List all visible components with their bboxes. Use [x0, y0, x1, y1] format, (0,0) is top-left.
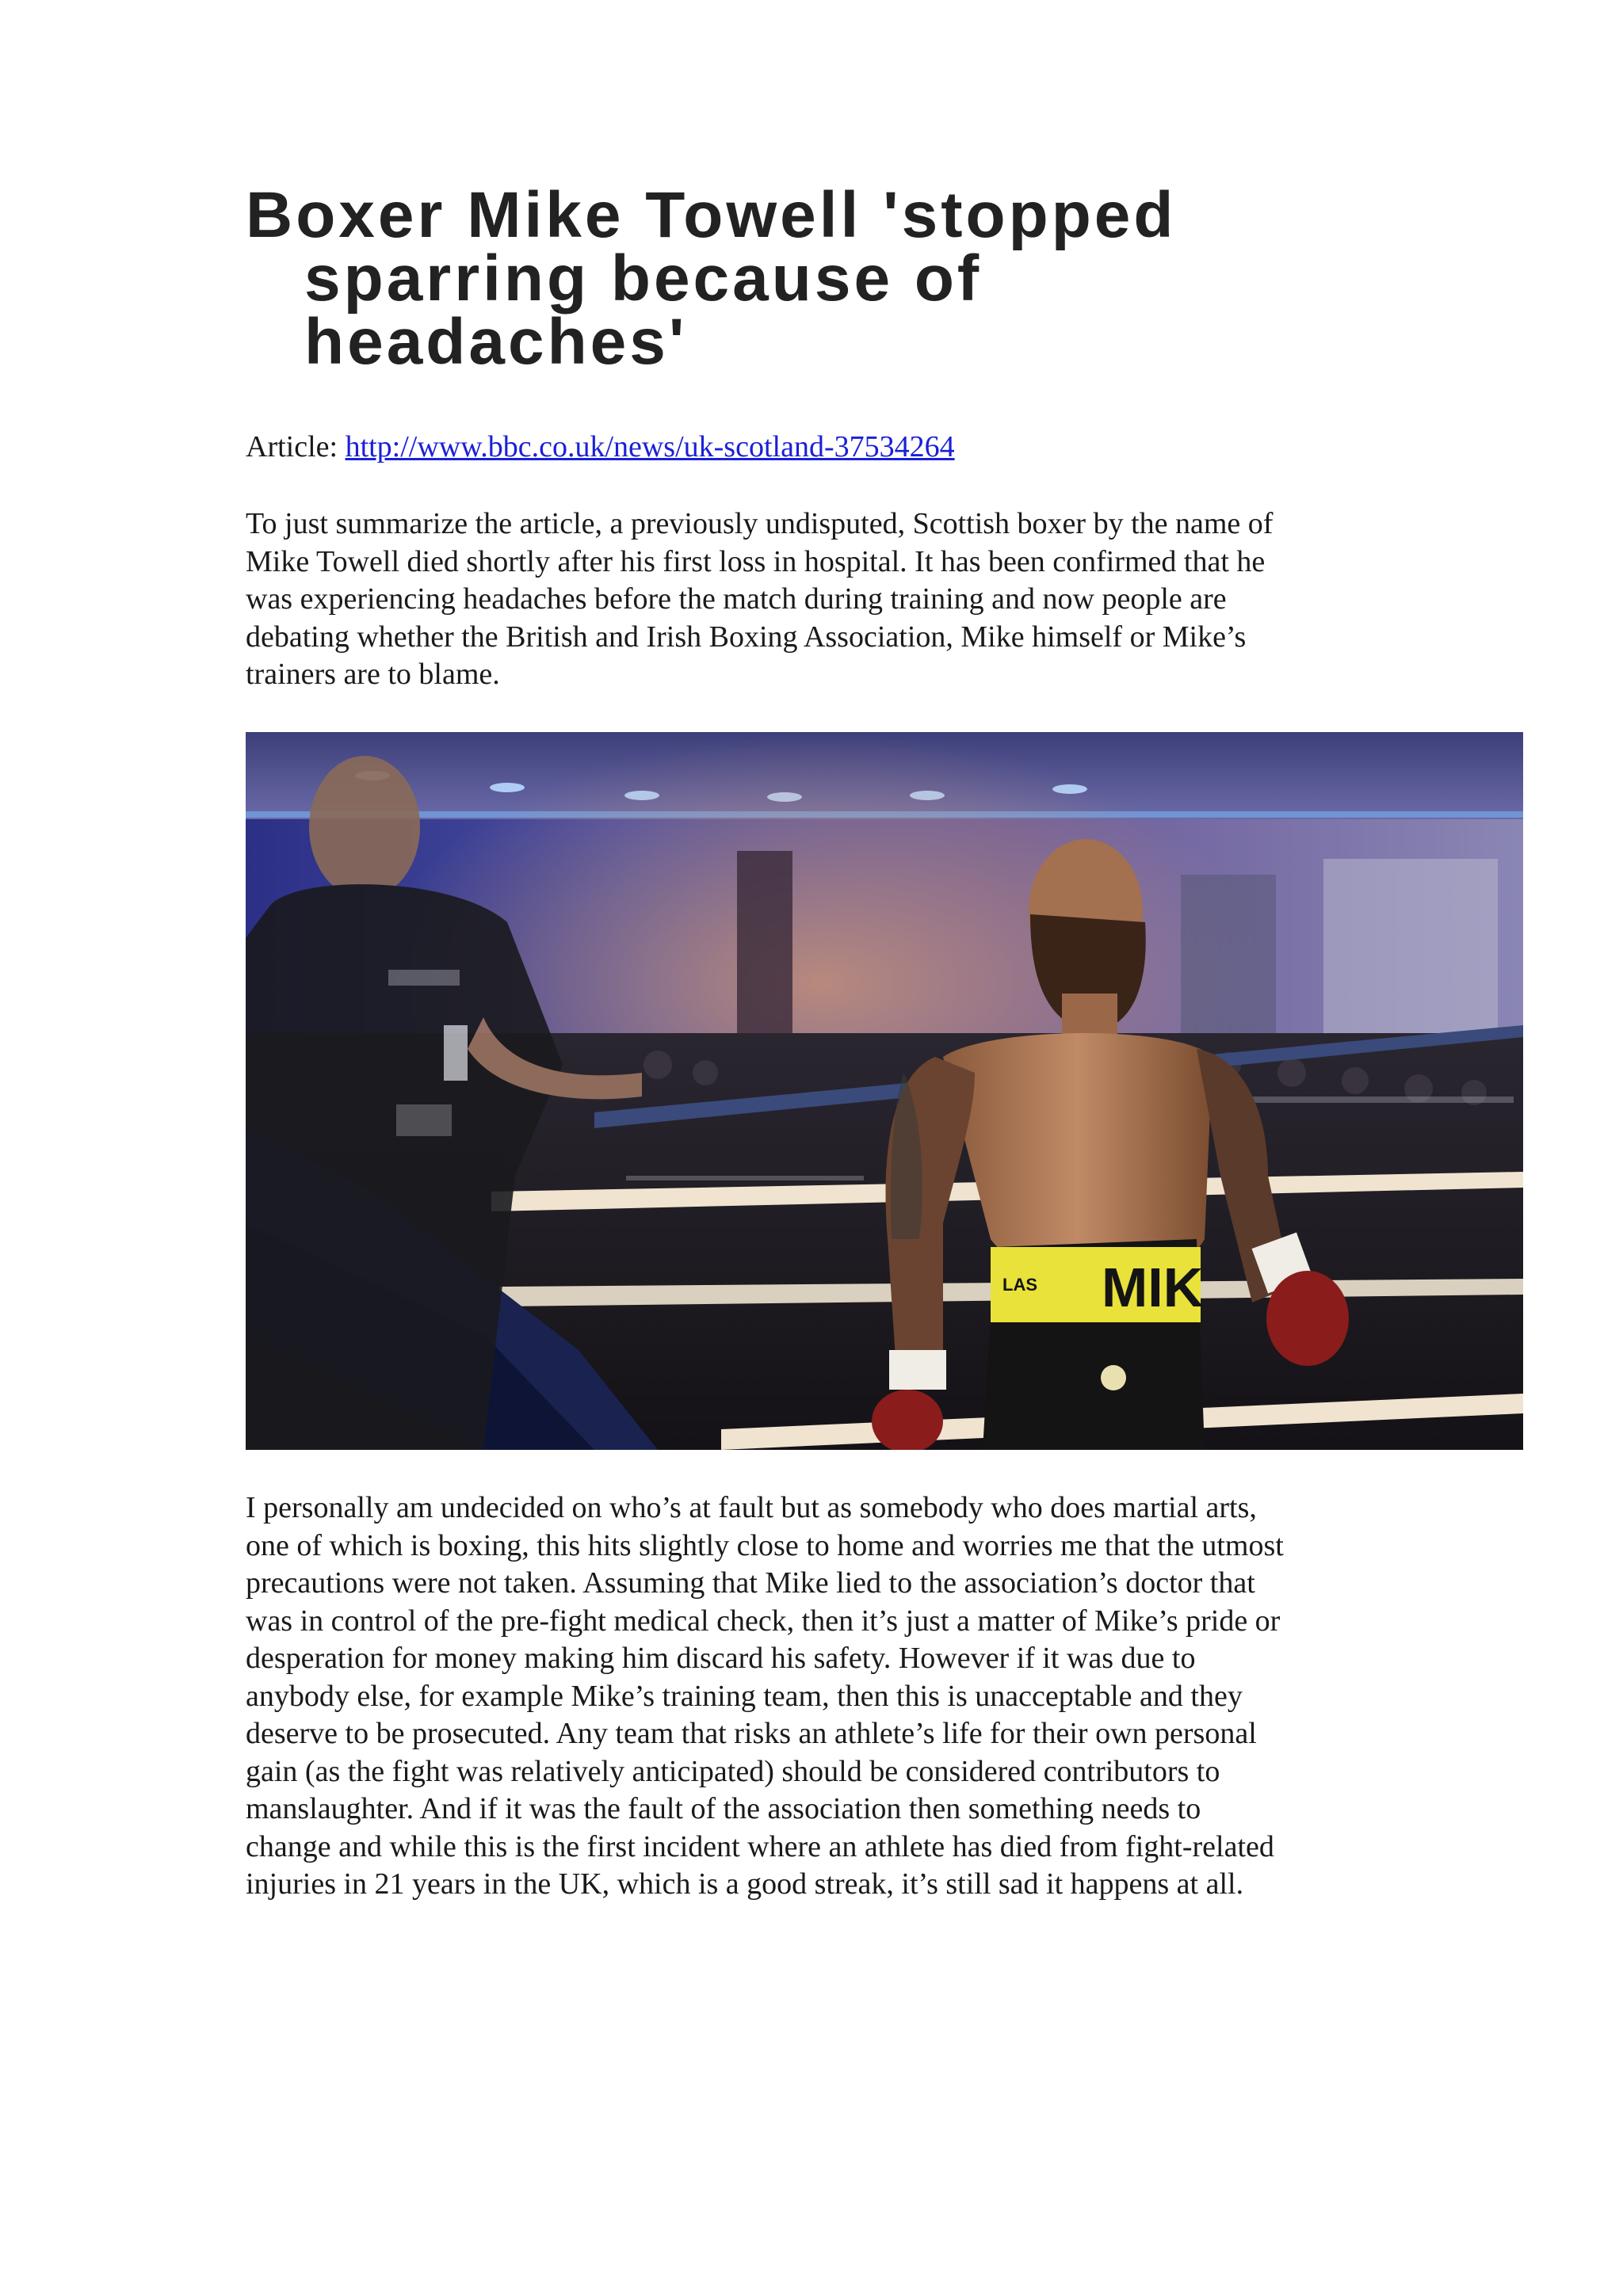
waistband-lettering: LAS: [1002, 1275, 1037, 1295]
title-line-2: sparring because of: [304, 242, 983, 315]
paragraph-line: one of which is boxing, this hits slightly close to home and worries me that the utmost: [246, 1528, 1284, 1562]
paragraph-line: was experiencing headaches before the match during training and now people are: [246, 582, 1227, 616]
summary-paragraph: [246, 505, 1403, 694]
paragraph-line: Mike Towell died shortly after his first loss in hospital. It has been confirmed that he: [246, 544, 1266, 578]
shorts-lettering: MIK: [1102, 1257, 1204, 1318]
paragraph-line: precautions were not taken. Assuming that Mike lied to the association’s doctor that: [246, 1566, 1255, 1600]
article-link[interactable]: http://www.bbc.co.uk/news/uk-scotland-37534264: [345, 430, 955, 463]
article-title: [246, 179, 1355, 378]
article-reference: [246, 428, 955, 466]
title-line-3: headaches': [304, 306, 688, 378]
paragraph-line: desperation for money making him discard his safety. However if it was due to: [246, 1642, 1196, 1675]
opinion-paragraph: [246, 1489, 1403, 1904]
boxing-photo: [246, 732, 1523, 1450]
paragraph-line: injuries in 21 years in the UK, which is a good streak, it’s still sad it happens at all.: [246, 1867, 1244, 1901]
paragraph-line: I personally am undecided on who’s at fault but as somebody who does martial arts,: [246, 1491, 1257, 1524]
paragraph-line: deserve to be prosecuted. Any team that risks an athlete’s life for their own personal: [246, 1717, 1257, 1750]
paragraph-line: manslaughter. And if it was the fault of the association then something needs to: [246, 1792, 1201, 1825]
paragraph-line: gain (as the fight was relatively anticipated) should be considered contributors to: [246, 1754, 1220, 1788]
paragraph-line: To just summarize the article, a previously undisputed, Scottish boxer by the name of: [246, 507, 1274, 540]
paragraph-line: trainers are to blame.: [246, 658, 500, 691]
paragraph-line: was in control of the pre-fight medical check, then it’s just a matter of Mike’s pride or: [246, 1604, 1281, 1638]
title-line-1: Boxer Mike Towell 'stopped: [246, 179, 1177, 251]
article-label: Article:: [246, 430, 338, 463]
paragraph-line: debating whether the British and Irish Boxing Association, Mike himself or Mike’s: [246, 620, 1247, 654]
boxing-photo-illustration: [246, 732, 1523, 1450]
paragraph-line: anybody else, for example Mike’s training team, then this is unacceptable and they: [246, 1679, 1243, 1713]
paragraph-line: change and while this is the first incident where an athlete has died from fight-related: [246, 1829, 1274, 1863]
